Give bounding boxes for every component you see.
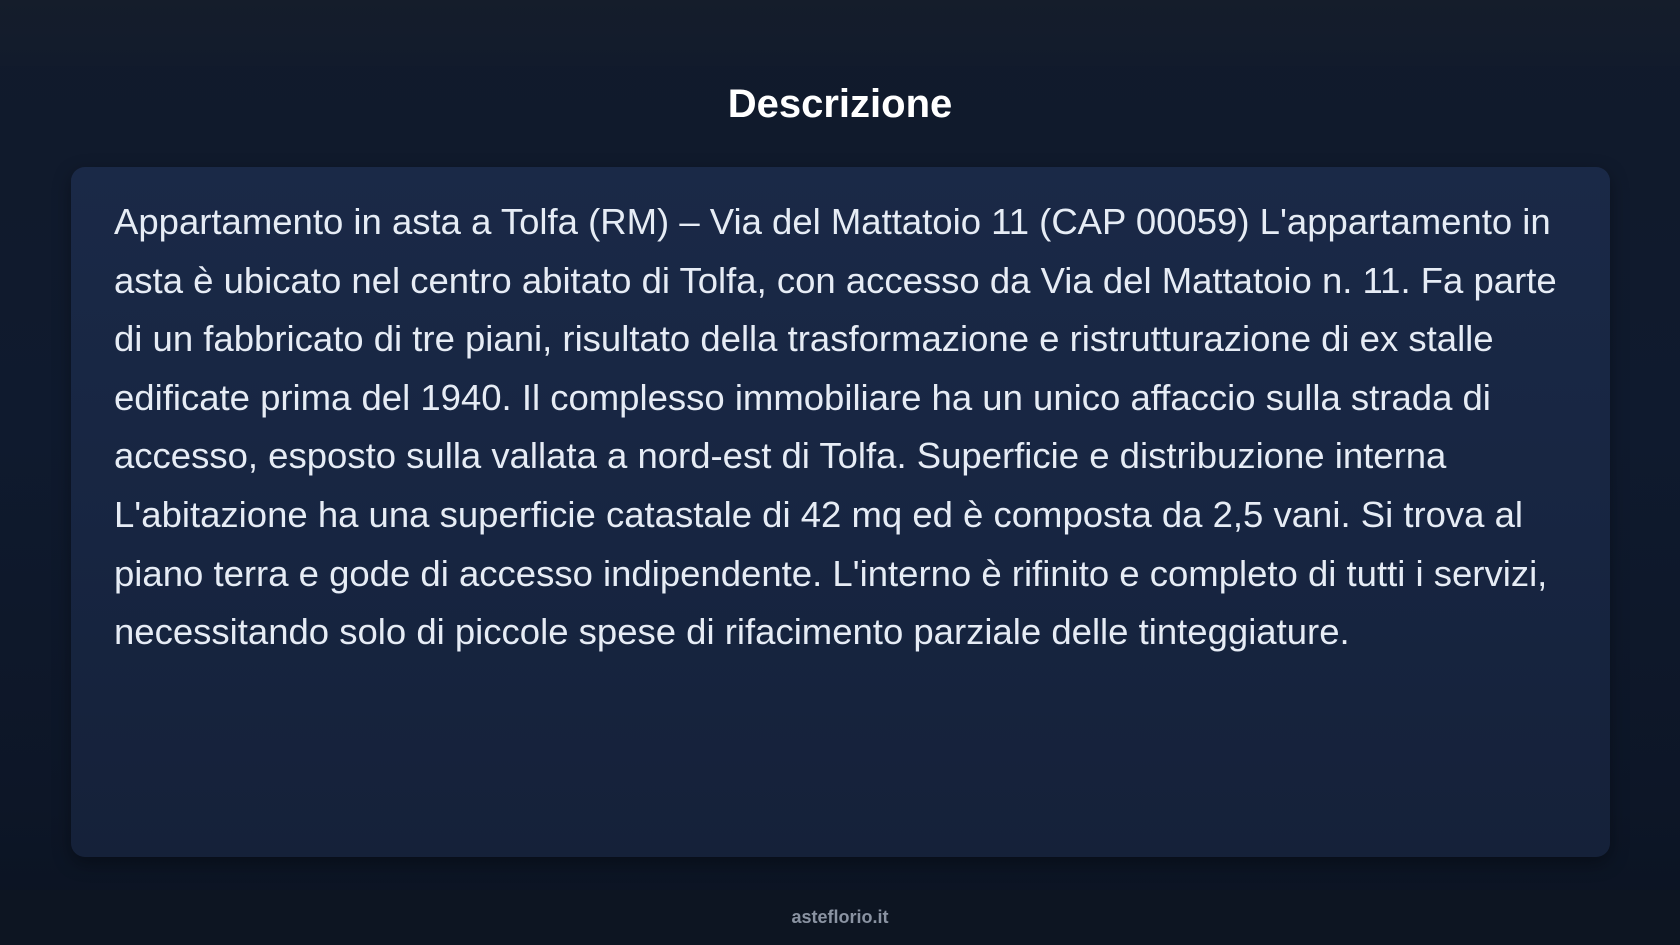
- page-title: Descrizione: [727, 82, 953, 126]
- footer-site-label: asteflorio.it: [791, 907, 889, 927]
- description-card: [71, 167, 1610, 857]
- description-text: Appartamento in asta a Tolfa (RM) – Via del Mattatoio 11 (CAP 00059) L'appartamento in asta è ubicato nel centro abitato di Tolfa, con accesso da Via del Mattatoio n. 11. Fa parte di un fabbricato di tre piani, risultato della trasformazione e ristrutturazione di ex stalle edificate prima del 1940. Il complesso immobiliare ha un unico affaccio sulla strada di accesso, esposto sulla vallata a nord-est di Tolfa. Superficie e distribuzione interna L'abitazione ha una superficie catastale di 42 mq ed è composta da 2,5 vani. Si trova al piano terra e gode di accesso indipendente. L'interno è rifinito e completo di tutti i servizi, necessitando solo di piccole spese di rifacimento parziale delle tinteggiature.: [114, 201, 1557, 653]
- top-band: [0, 0, 1680, 66]
